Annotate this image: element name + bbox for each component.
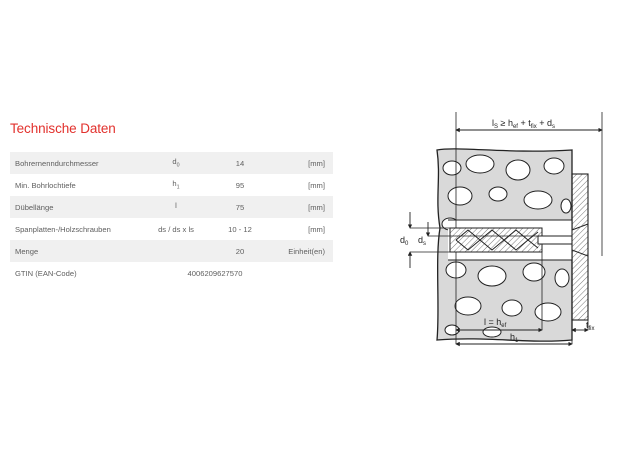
spec-value: 75 — [201, 196, 279, 218]
spec-unit: [mm] — [308, 180, 325, 190]
table-row — [10, 262, 333, 284]
spec-symbol: ds / ds x ls — [158, 224, 194, 234]
spec-symbol: $d_0$ — [151, 152, 201, 174]
spec-unit: Einheit(en) — [279, 240, 333, 262]
installation-diagram — [388, 108, 614, 352]
d0-label: $d_0$ — [400, 235, 409, 247]
table-row — [10, 218, 333, 240]
spec-value: 95 — [235, 180, 245, 190]
spec-value: 14 — [201, 152, 279, 174]
spec-label: Spanplatten-/Holzschrauben — [15, 224, 111, 234]
spec-unit: [mm] — [279, 152, 333, 174]
spec-label: Bohrernenndurchmesser — [10, 152, 151, 174]
formula-label: $l_S \ge h_{ef} + t_{fix} + d_s$ — [492, 118, 556, 130]
spec-label: Menge — [10, 240, 151, 262]
l-eq-h-label: $l = h_{ef}$ — [484, 317, 507, 329]
spec-unit: [mm] — [308, 224, 325, 234]
spec-value: 20 — [201, 240, 279, 262]
spec-value: 10 - 12 — [228, 224, 252, 234]
spec-symbol: l — [151, 196, 201, 218]
spec-symbol: $h_1$ — [172, 179, 180, 191]
gtin-label: GTIN (EAN-Code) — [15, 268, 77, 278]
table-row — [10, 240, 333, 262]
fixture-plate — [572, 174, 588, 320]
ds-label: $d_s$ — [418, 235, 427, 247]
spec-table — [10, 152, 333, 284]
spec-label: Min. Bohrlochtiefe — [15, 180, 76, 190]
spec-label: Dübellänge — [10, 196, 151, 218]
table-row — [10, 174, 333, 196]
gtin-value: 4006209627570 — [187, 268, 243, 278]
page-title: Technische Daten — [10, 121, 116, 136]
table-row — [10, 152, 333, 174]
h1-label: $h_1$ — [510, 332, 519, 344]
spec-symbol — [151, 240, 201, 262]
wall-plug — [450, 228, 542, 252]
spec-unit: [mm] — [279, 196, 333, 218]
tfix-label: $t_{fix}$ — [586, 320, 595, 332]
table-row — [10, 196, 333, 218]
